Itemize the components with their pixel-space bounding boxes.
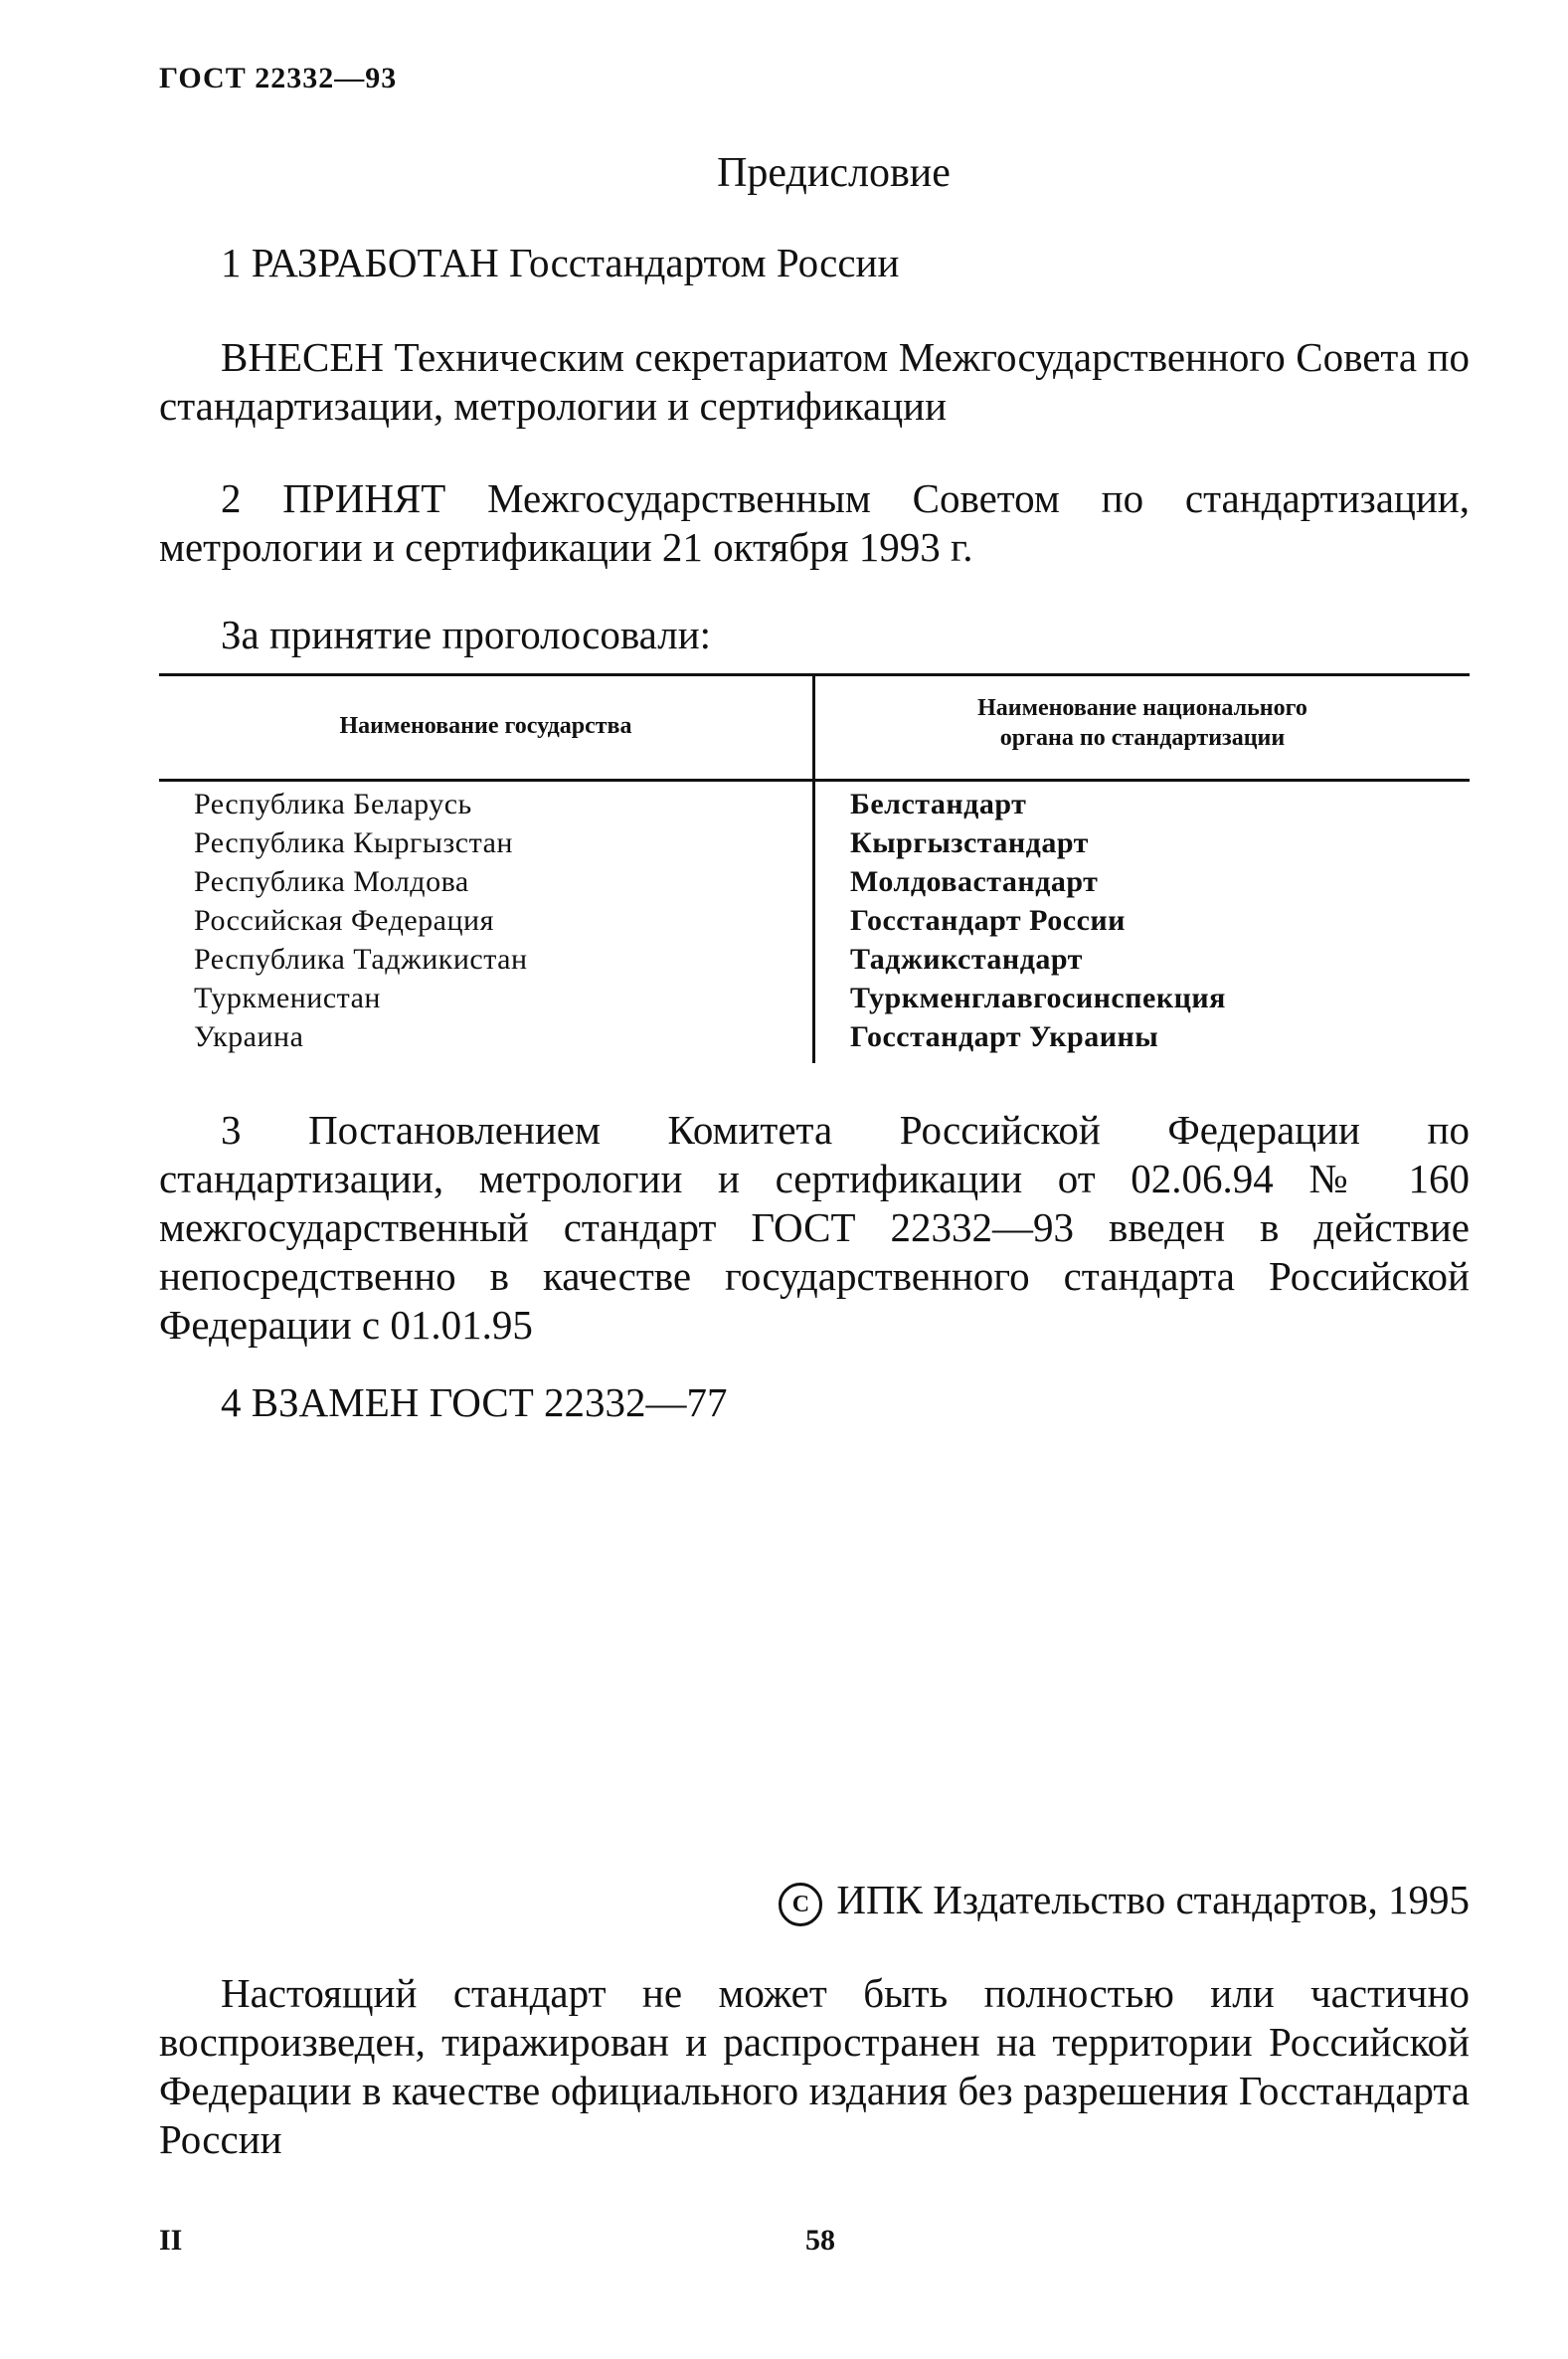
copyright-icon: C [779,1883,822,1926]
table-cell-state: Украина [194,1020,304,1053]
document-code: ГОСТ 22332—93 [159,62,398,94]
table-header-body-line2: органа по стандартизации [999,725,1286,751]
paragraph-developed: 1 РАЗРАБОТАН Госстандартом России [221,240,900,285]
table-header-body-line1: Наименование национального [977,695,1307,721]
copyright-line [779,1876,1470,1926]
table-header-body [815,693,1470,753]
table-cell-state: Республика Молдова [194,865,469,898]
table-cell-state: Туркменистан [194,982,381,1014]
voting-table [159,673,1470,1063]
paragraph-adopted: 2 ПРИНЯТ Межгосударственным Советом по стандартизации, метрологии и сертификации 21 октября 1993 г. [159,475,1470,570]
table-cell-body: Таджикстандарт [850,943,1083,976]
page-number: 58 [805,2224,835,2257]
reproduction-notice: Настоящий стандарт не может быть полностью или частично воспроизведен, тиражирован и распространен на территории Российской Федерации в качестве официального издания без разрешения Госстандарта России [159,1970,1470,2162]
table-column-states [194,785,528,1056]
page-title: Предисловие [717,150,951,196]
table-cell-state: Республика Таджикистан [194,943,528,976]
table-column-bodies [850,785,1226,1056]
table-cell-state: Республика Беларусь [194,788,472,820]
table-cell-body: Молдовастандарт [850,865,1099,898]
table-cell-state: Российская Федерация [194,904,494,937]
table-cell-state: Республика Кыргызстан [194,826,513,859]
paragraph-voted: За принятие проголосовали: [221,612,712,657]
paragraph-replaces: 4 ВЗАМЕН ГОСТ 22332—77 [221,1379,728,1425]
paragraph-enacted: 3 Постановлением Комитета Российской Федерации по стандартизации, метрологии и сертификации от 02.06.94 № 160 межгосударственный стандарт ГОСТ 22332—93 введен в действие непосредственно в качестве государственного стандарта Российской Федерации с 01.01.95 [159,1107,1470,1348]
footer-roman-numeral: II [159,2224,183,2257]
paragraph-introduced: ВНЕСЕН Техническим секретариатом Межгосударственного Совета по стандартизации, метрологии и сертификации [159,334,1470,429]
table-cell-body: Госстандарт Украины [850,1020,1159,1053]
table-header-state: Наименование государства [339,713,632,739]
table-cell-body: Белстандарт [850,788,1027,820]
table-cell-body: Туркменглавгосинспекция [850,982,1226,1014]
copyright-text: ИПК Издательство стандартов, 1995 [836,1877,1470,1922]
table-cell-body: Госстандарт России [850,904,1126,937]
table-cell-body: Кыргызстандарт [850,826,1089,859]
